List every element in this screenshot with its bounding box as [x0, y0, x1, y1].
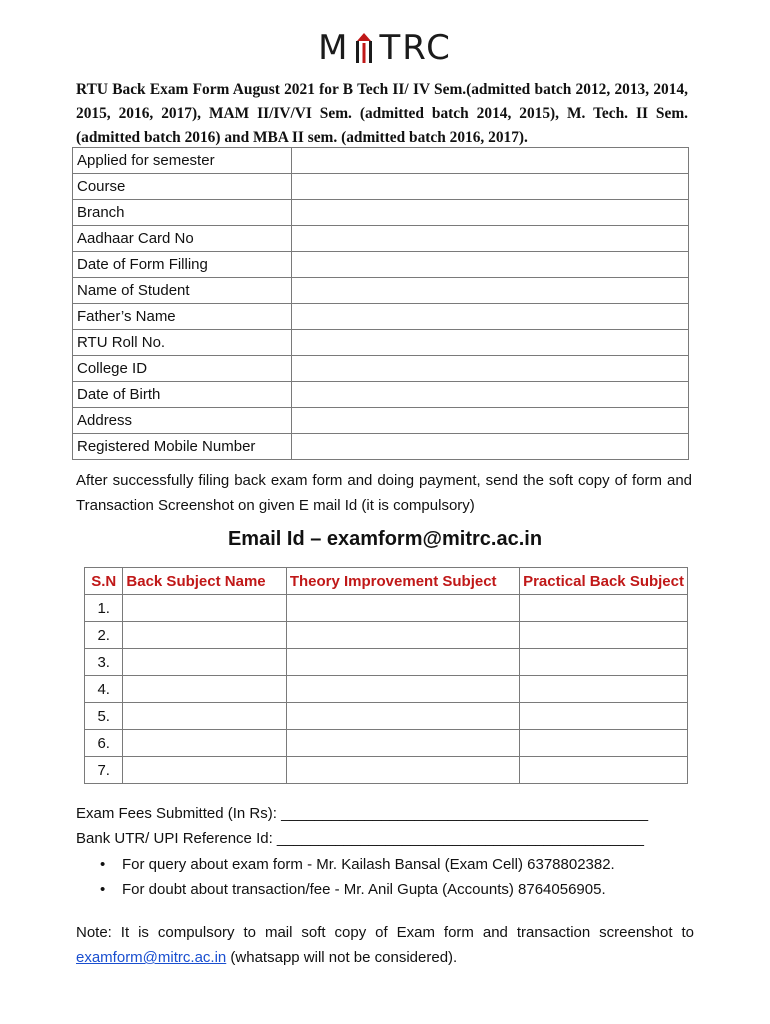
theory-improvement-cell[interactable] [286, 757, 519, 784]
logo-text-right: TRC [379, 28, 452, 68]
table-row [85, 622, 688, 649]
theory-improvement-cell[interactable] [286, 730, 519, 757]
field-label: Name of Student [73, 278, 292, 304]
practical-back-cell[interactable] [520, 676, 688, 703]
list-item: • For doubt about transaction/fee - Mr. Anil Gupta (Accounts) 8764056905. [100, 877, 615, 902]
col-header-back-subject: Back Subject Name [123, 568, 286, 595]
field-label: Course [73, 174, 292, 200]
col-header-practical-back: Practical Back Subject [520, 568, 688, 595]
list-item: • For query about exam form - Mr. Kailash Bansal (Exam Cell) 6378802382. [100, 852, 615, 877]
form-title: RTU Back Exam Form August 2021 for B Tech II/ IV Sem.(admitted batch 2012, 2013, 2014, 2015, 2016, 2017), MAM II/IV/VI Sem. (admitted batch 2014, 2015), M. Tech. II Sem. (admitted batch 2016) and MBA II sem. (admitted batch 2016, 2017). [76, 81, 688, 146]
table-row [73, 304, 689, 330]
fees-section [76, 801, 648, 851]
field-label: Aadhaar Card No [73, 226, 292, 252]
practical-back-cell[interactable] [520, 595, 688, 622]
theory-improvement-cell[interactable] [286, 676, 519, 703]
back-subject-cell[interactable] [123, 757, 286, 784]
field-value-cell[interactable] [292, 200, 689, 226]
theory-improvement-cell[interactable] [286, 622, 519, 649]
practical-back-cell[interactable] [520, 730, 688, 757]
field-value-cell[interactable] [292, 226, 689, 252]
contact-list [100, 852, 615, 902]
col-header-sn: S.N [85, 568, 123, 595]
table-row [85, 757, 688, 784]
field-label: Date of Birth [73, 382, 292, 408]
field-label: Date of Form Filling [73, 252, 292, 278]
subject-table [84, 567, 688, 784]
field-value-cell[interactable] [292, 408, 689, 434]
practical-back-cell[interactable] [520, 757, 688, 784]
bullet-icon: • [100, 856, 106, 873]
instruction-text: After successfully filing back exam form and doing payment, send the soft copy of form and Transaction Screenshot on given E mail Id (it is compulsory) [76, 472, 692, 514]
logo-text-left: M [318, 28, 350, 68]
table-row [85, 595, 688, 622]
table-row [73, 200, 689, 226]
theory-improvement-cell[interactable] [286, 595, 519, 622]
note-text: Note: It is compulsory to mail soft copy of Exam form and transaction screenshot to examform@mitrc.ac.in (whatsapp will not be considered). [76, 924, 694, 966]
field-value-cell[interactable] [292, 434, 689, 460]
table-row [73, 278, 689, 304]
back-subject-cell[interactable] [123, 703, 286, 730]
back-subject-cell[interactable] [123, 595, 286, 622]
serial-number: 5. [85, 703, 123, 730]
serial-number: 2. [85, 622, 123, 649]
field-value-cell[interactable] [292, 382, 689, 408]
field-value-cell[interactable] [292, 252, 689, 278]
field-label: Registered Mobile Number [73, 434, 292, 460]
field-value-cell[interactable] [292, 278, 689, 304]
fees-submitted-line[interactable]: Exam Fees Submitted (In Rs): ____________________________________________ [76, 805, 649, 822]
field-value-cell[interactable] [292, 330, 689, 356]
email-heading: Email Id – examform@mitrc.ac.in [227, 528, 543, 550]
table-row [73, 408, 689, 434]
field-label: Branch [73, 200, 292, 226]
field-label: College ID [73, 356, 292, 382]
table-row [85, 730, 688, 757]
logo [0, 28, 770, 68]
col-header-theory-improvement: Theory Improvement Subject [286, 568, 519, 595]
serial-number: 7. [85, 757, 123, 784]
table-row [73, 252, 689, 278]
practical-back-cell[interactable] [520, 649, 688, 676]
student-info-table [72, 147, 689, 460]
table-row [73, 434, 689, 460]
back-subject-cell[interactable] [123, 649, 286, 676]
theory-improvement-cell[interactable] [286, 649, 519, 676]
back-subject-cell[interactable] [123, 676, 286, 703]
utr-reference-line[interactable]: Bank UTR/ UPI Reference Id: ____________________________________________ [76, 830, 644, 847]
table-row [73, 330, 689, 356]
field-label: Father’s Name [73, 304, 292, 330]
table-row [85, 676, 688, 703]
theory-improvement-cell[interactable] [286, 703, 519, 730]
serial-number: 1. [85, 595, 123, 622]
serial-number: 6. [85, 730, 123, 757]
serial-number: 4. [85, 676, 123, 703]
serial-number: 3. [85, 649, 123, 676]
table-row [73, 382, 689, 408]
table-row [73, 356, 689, 382]
back-subject-cell[interactable] [123, 622, 286, 649]
field-label: RTU Roll No. [73, 330, 292, 356]
table-row [73, 148, 689, 174]
field-value-cell[interactable] [292, 356, 689, 382]
field-value-cell[interactable] [292, 304, 689, 330]
email-link[interactable]: examform@mitrc.ac.in [76, 949, 227, 966]
practical-back-cell[interactable] [520, 622, 688, 649]
field-label: Applied for semester [73, 148, 292, 174]
table-row [73, 174, 689, 200]
field-value-cell[interactable] [292, 148, 689, 174]
back-subject-cell[interactable] [123, 730, 286, 757]
field-value-cell[interactable] [292, 174, 689, 200]
field-label: Address [73, 408, 292, 434]
bullet-icon: • [100, 881, 106, 898]
practical-back-cell[interactable] [520, 703, 688, 730]
tower-icon [353, 31, 375, 65]
table-row [85, 649, 688, 676]
table-row [73, 226, 689, 252]
table-row [85, 703, 688, 730]
